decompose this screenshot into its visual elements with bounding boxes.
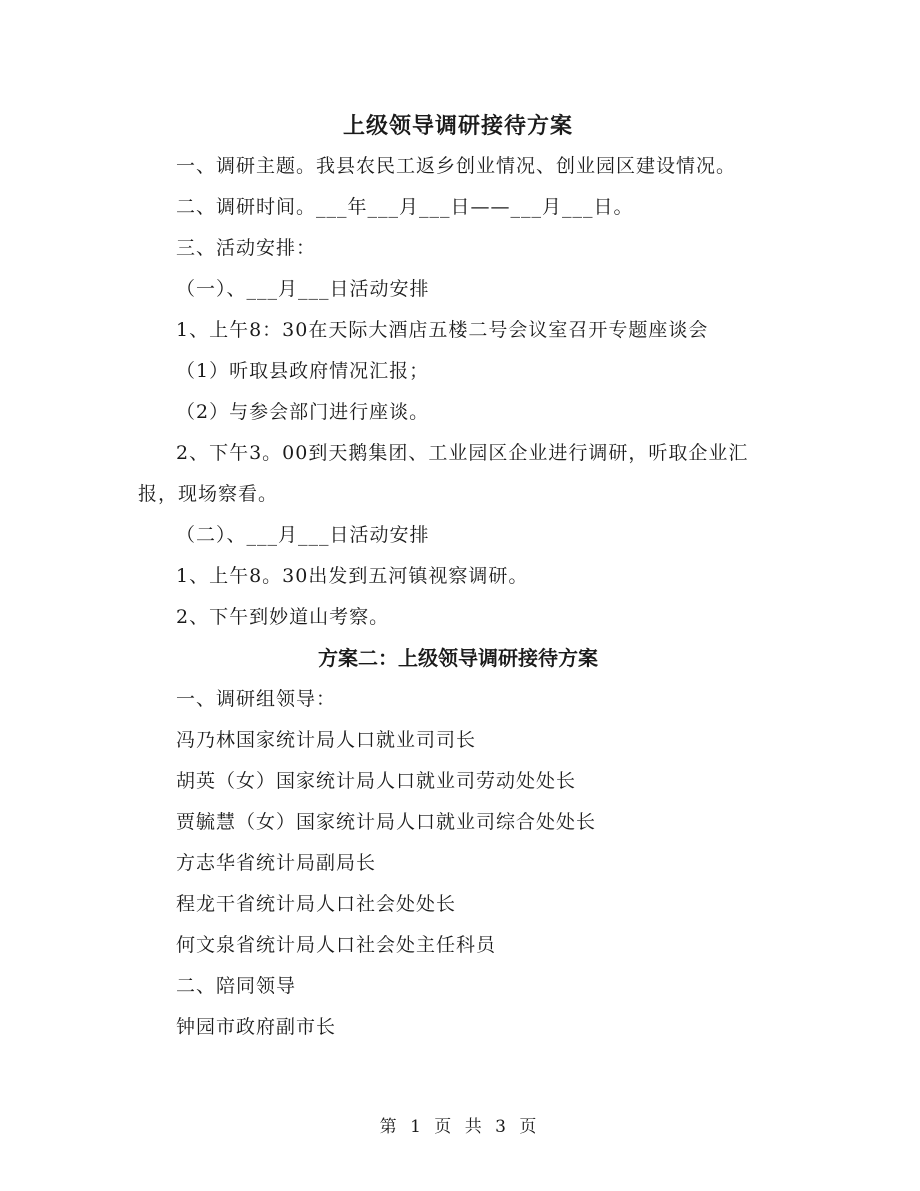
text-line: 二、调研时间。___年___月___日——___月___日。 (176, 196, 634, 218)
text-line: 1、上午8：30在天际大酒店五楼二号会议室召开专题座谈会 (176, 319, 709, 341)
document-body (138, 106, 778, 1048)
text-line: 三、活动安排： (176, 237, 317, 259)
text-line: 冯乃林国家统计局人口就业司司长 (176, 729, 477, 751)
text-line: 2、下午3。00到天鹅集团、工业园区企业进行调研，听取企业汇 (176, 442, 749, 464)
text-line: 方志华省统计局副局长 (176, 852, 377, 874)
text-line: （二）、___月___日活动安排 (176, 524, 430, 546)
text-line: 贾毓慧（女）国家统计局人口就业司综合处处长 (176, 811, 597, 833)
page-footer: 第 1 页 共 3 页 (379, 1117, 541, 1137)
text-line: 程龙干省统计局人口社会处处长 (176, 893, 457, 915)
text-line: （2）与参会部门进行座谈。 (176, 401, 430, 423)
text-line: 钟园市政府副市长 (176, 1016, 337, 1038)
text-line: 何文泉省统计局人口社会处主任科员 (176, 934, 497, 956)
text-line: 胡英（女）国家统计局人口就业司劳动处处长 (176, 770, 577, 792)
text-line: 2、下午到妙道山考察。 (176, 606, 390, 628)
text-line: 二、陪同领导 (176, 975, 297, 997)
text-line: 报，现场察看。 (138, 483, 279, 505)
section-subtitle: 方案二：上级领导调研接待方案 (318, 646, 598, 670)
text-line: 1、上午8。30出发到五河镇视察调研。 (176, 565, 529, 587)
document-title: 上级领导调研接待方案 (342, 113, 573, 139)
text-line: 一、调研组领导： (176, 688, 337, 710)
text-line: （一）、___月___日活动安排 (176, 278, 430, 300)
text-line: 一、调研主题。我县农民工返乡创业情况、创业园区建设情况。 (176, 155, 737, 177)
text-line: （1）听取县政府情况汇报； (176, 360, 430, 382)
